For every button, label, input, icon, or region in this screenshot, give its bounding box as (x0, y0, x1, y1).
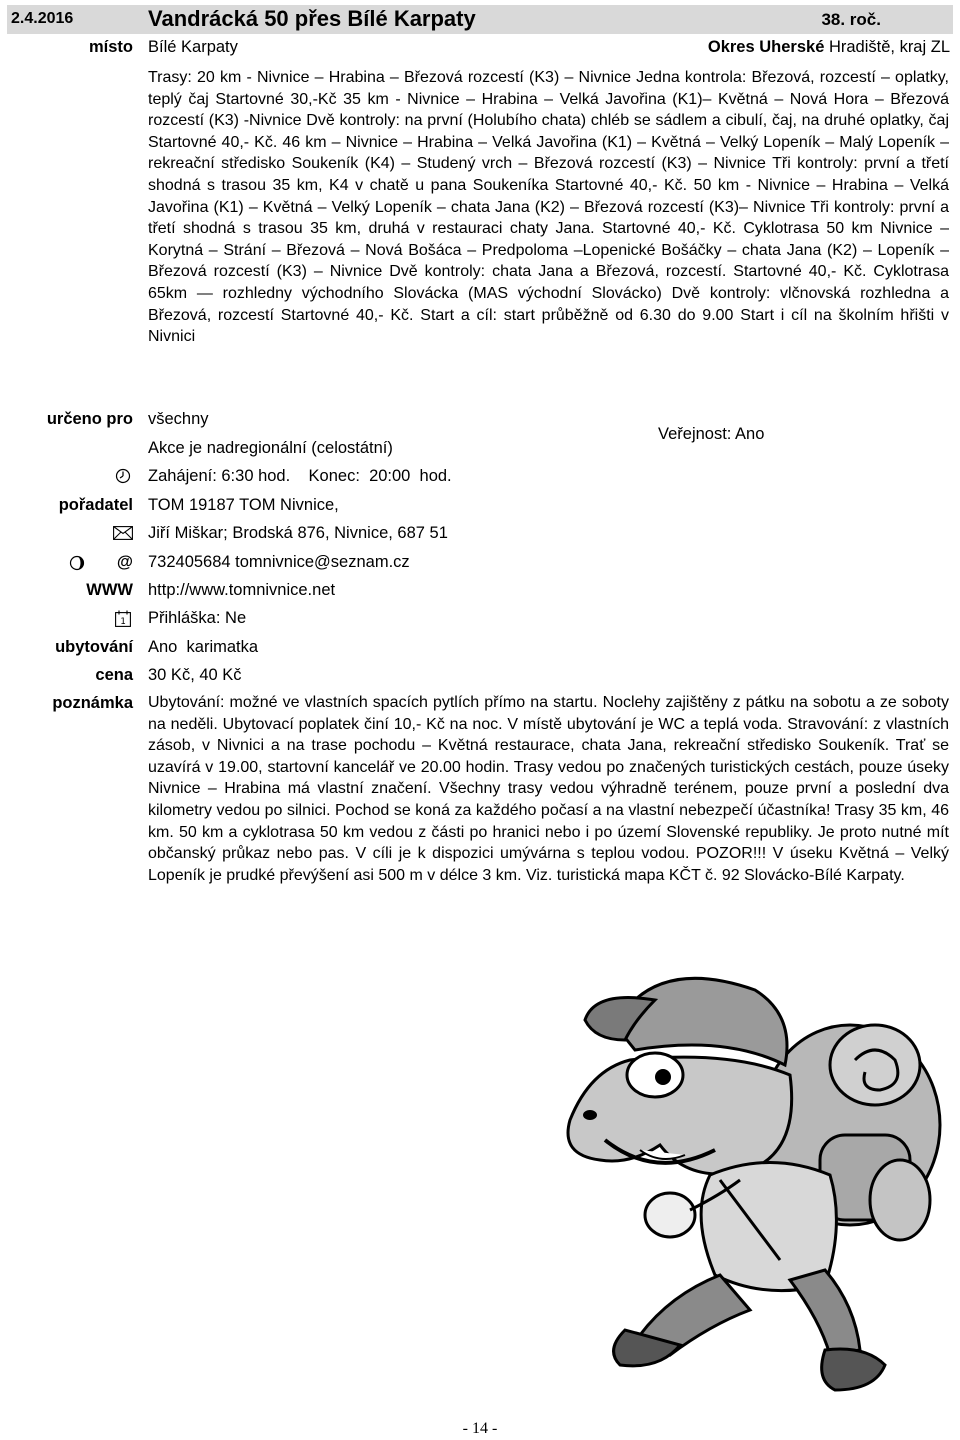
event-title: Vandrácká 50 přes Bílé Karpaty (148, 6, 476, 31)
misto-label: místo (88, 38, 133, 56)
www-value: http://www.tomnivnice.net (148, 581, 336, 599)
cap (585, 978, 787, 1065)
cena-label: cena (95, 666, 133, 684)
form-icon (115, 610, 131, 632)
time-info: Zahájení: 6:30 hod. Konec: 20:00 hod. (148, 467, 452, 485)
okres-bold: Okres Uherské (707, 38, 825, 56)
event-date: 2.4.2016 (11, 10, 74, 27)
www-label: WWW (86, 581, 133, 599)
body (645, 1163, 836, 1291)
okres-rest: Hradiště, kraj ZL (824, 38, 950, 56)
poradatel-label: pořadatel (58, 496, 133, 514)
contact-value: 732405684 tomnivnice@seznam.cz (148, 553, 410, 571)
head (568, 1053, 792, 1174)
akce-scope: Akce je nadregionální (celostátní) (148, 439, 393, 457)
envelope-icon (113, 526, 133, 545)
verejnost-value: Veřejnost: Ano (658, 425, 765, 443)
hiker-mascot (545, 965, 960, 1395)
poznamka-value: Ubytování: možné ve vlastních spacích pytlích přímo na startu. Noclehy zajištěny z pátku na sobotu a ze soboty na neděli. Ubytovací poplatek činí 10,- Kč na noc. V místě ubytování je WC a teplá voda. Stravování: z vlastních zásob, v Nivnici a na trase pochodu – Květná restaurace, chata Jana, rekreační středisko Soukeník. Trať se uzavírá v 19.00, startovní kancelář ve 20.00 hodin. Trasy vedou po značených turistických cestách, pouze úseky Nivnice – Hrabina má vlastní značení. Všechny trasy vedou výhradně terénem, pouze první a poslední dva kilometry vedou po silnici. Pochod se koná za každého počasí a na vlastní nebezpečí účastníka! Trasy 35 km, 46 km. 50 km a cyklotrasa 50 km vedou z části po hranici nebo i po území Slovenské republiky. Je proto nutné mít občanský průkaz nebo pas. V cíli je k dispozici umývárna s teplou vodou. POZOR!!! V úseku Květná – Velký Lopeník je prudké převýšení asi 500 m v délce 3 km. Viz. turistická mapa KČT č. 92 Slovácko-Bílé Karpaty. (148, 694, 949, 884)
header-bar (7, 5, 953, 34)
poradatel-value: TOM 19187 TOM Nivnice, (148, 496, 339, 514)
routes-description: Trasy: 20 km - Nivnice – Hrabina – Březová rozcestí (K3) – Nivnice Jedna kontrola: Březová, rozcestí – oplatky, teplý čaj Startovné 30,-Kč 35 km - Nivnice – Hrabina – Velká Javořina (K1)– Květná – Nová Hora – Březová rozcestí (K3) -Nivnice Dvě kontroly: na první (Holubího chata) chléb se sádlem a cibulí, čaj, na druhé oplatky, čaj Startovné 40,- Kč. 46 km – Nivnice – Hrabina – Velká Javořina (K1) – Květná – Velký Lopeník – Malý Lopeník – rekreační středisko Soukeník (K4) – Studený vrch – Březová rozcestí (K3) – Nivnice Tři kontroly: první a třetí shodná s trasou 35 km, K4 v chatě u pana Soukeníka Startovné 40,- Kč. 50 km - Nivnice – Hrabina – Velká Javořina (K1) – Květná – Velký Lopeník – chata Jana (K2) – Březová rozcestí (K3)– Nivnice Tři kontroly: první a třetí shodná s trasou 35 km, druhá v restauraci chaty Jana. Startovné 40,- Kč. Cyklotrasa 50 km Nivnice – Korytná – Strání – Březová – Nová Bošáca – Predpoloma –Lopenické Bošáčky – chata Jana (K2) – Lopeník – Březová rozcestí (K3) – Nivnice Dvě kontroly: chata Jana a Březová, rozcestí. Startovné 40,- Kč. Cyklotrasa 65km — rozhledny východního Slovácka (MAS východní Slovácko) Dvě kontroly: vlčnovská rozhledna a Březová, rozcestí Startovné 40,- Kč. Start a cíl: start průběžně od 6.30 do 9.00 Start i cíl na školním hřišti v Nivnici (148, 69, 949, 346)
ubytovani-label: ubytování (55, 638, 133, 656)
ubytovani-value: Ano karimatka (148, 638, 259, 656)
event-year: 38. roč. (821, 10, 881, 29)
svg-text:1: 1 (120, 617, 126, 627)
at-symbol: @ (116, 553, 133, 571)
prihlaska-value: Přihláška: Ne (148, 609, 247, 627)
misto-value: Bílé Karpaty (148, 38, 238, 56)
address-value: Jiří Miškar; Brodská 876, Nivnice, 687 51 (148, 524, 448, 542)
poznamka-label: poznámka (52, 694, 133, 712)
cena-value: 30 Kč, 40 Kč (148, 666, 242, 684)
page-number: - 14 - (462, 1420, 498, 1437)
clock-icon (115, 468, 131, 489)
urceno-label: určeno pro (46, 410, 133, 428)
urceno-value: všechny (148, 410, 209, 428)
okres-value (708, 38, 950, 57)
